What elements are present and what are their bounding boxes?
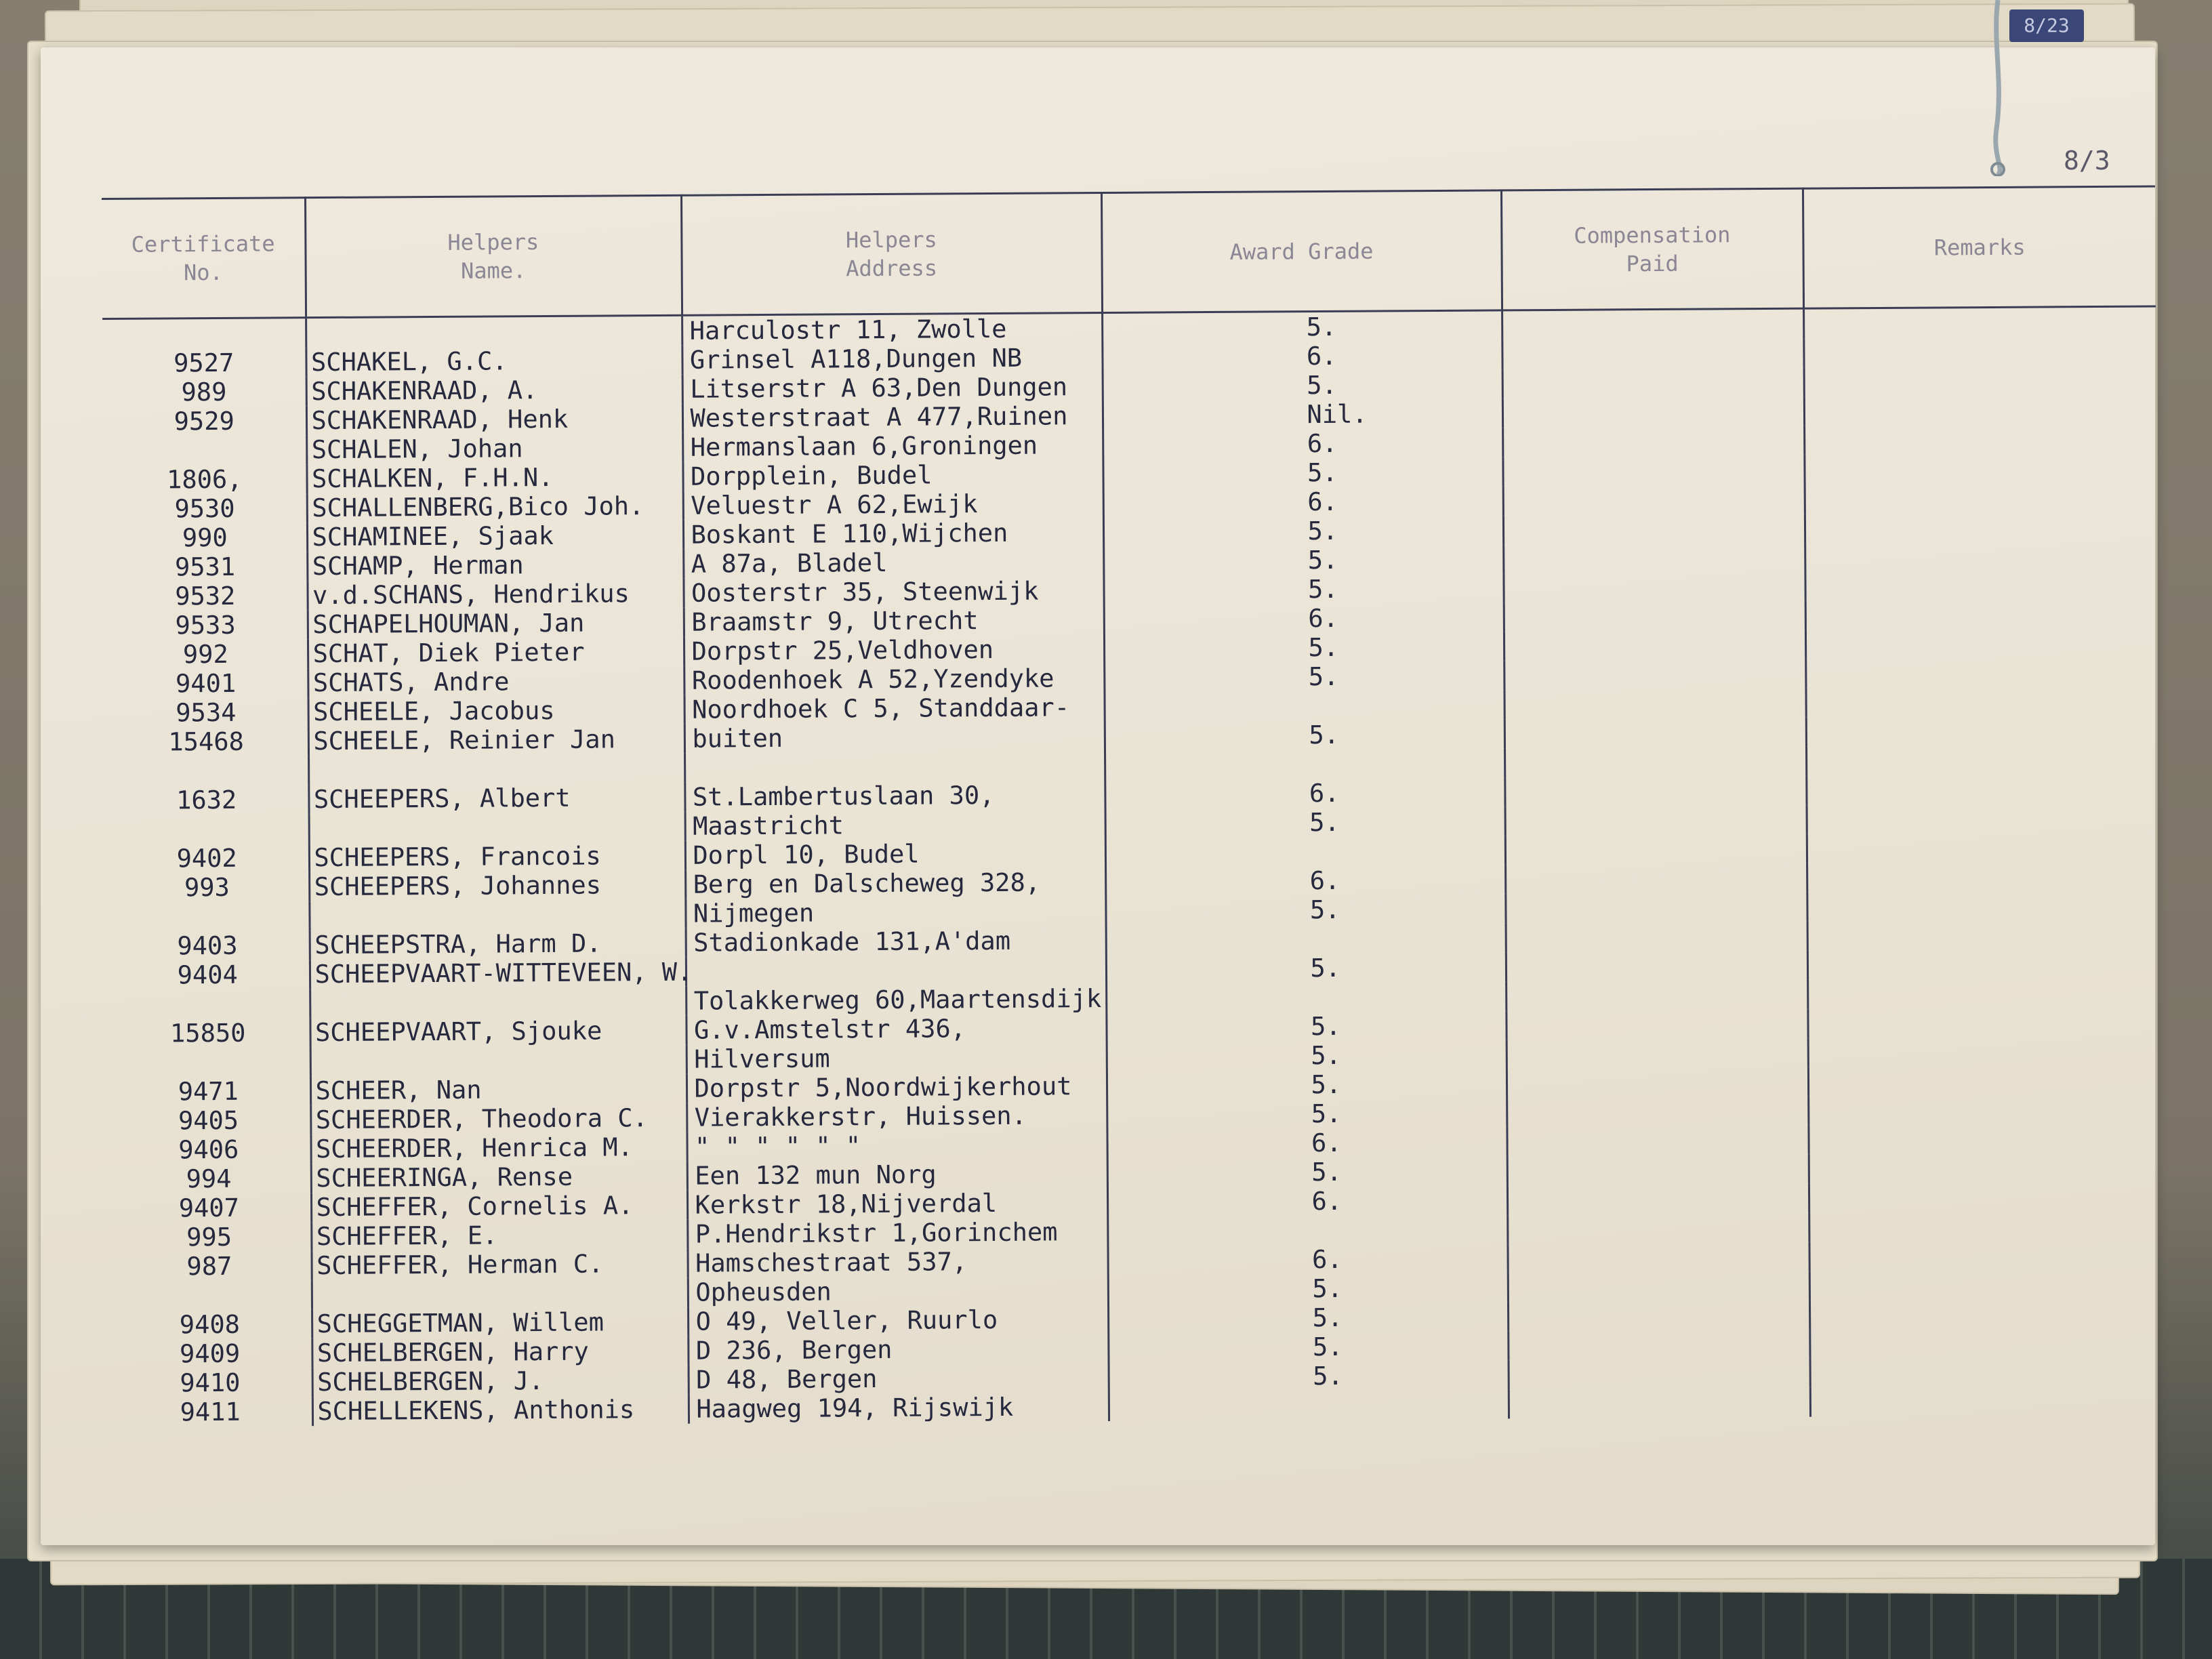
- certificate-no-cell: 990: [104, 523, 307, 553]
- helper-name-cell: SCHAKEL, G.C.: [306, 346, 682, 377]
- award-grade-cell: [1104, 690, 1504, 722]
- remarks-cell: [1807, 1006, 2160, 1038]
- helper-address-cell: Oosterstr 35, Steenwijk: [683, 576, 1103, 608]
- remarks-cell: [1809, 1298, 2162, 1329]
- award-grade-cell: 5.: [1108, 1302, 1508, 1334]
- compensation-cell: [1503, 543, 1805, 574]
- certificate-no-cell: [105, 756, 308, 786]
- header-row: [102, 186, 2156, 319]
- helper-address-cell: Stadionkade 131,A'dam: [686, 926, 1106, 958]
- compensation-cell: [1502, 397, 1804, 428]
- certificate-no-cell: 9533: [104, 610, 308, 640]
- remarks-cell: [1805, 540, 2157, 571]
- helper-name-cell: SCHALKEN, F.H.N.: [306, 462, 682, 493]
- remarks-cell: [1807, 802, 2159, 834]
- remarks-cell: [1809, 1152, 2161, 1183]
- remarks-cell: [1803, 306, 2156, 339]
- award-grade-cell: 5.: [1105, 719, 1504, 751]
- helper-address-cell: [686, 955, 1106, 987]
- award-grade-cell: [1109, 1389, 1509, 1421]
- remarks-cell: [1810, 1385, 2163, 1416]
- certificate-no-cell: [108, 1280, 312, 1311]
- helper-name-cell: SCHAKENRAAD, A.: [306, 375, 682, 406]
- helper-name-cell: SCHEEPERS, Johannes: [309, 870, 685, 901]
- helper-name-cell: SCHALLENBERG,Bico Joh.: [307, 491, 683, 523]
- helper-name-cell: SCHEERDER, Henrica M.: [310, 1132, 687, 1164]
- helpers-register-table: [102, 185, 2163, 1427]
- compensation-cell: [1508, 1330, 1809, 1361]
- award-grade-cell: 5.: [1106, 952, 1506, 984]
- compensation-cell: [1504, 747, 1806, 778]
- certificate-no-cell: 987: [108, 1251, 312, 1282]
- award-grade-cell: [1106, 981, 1506, 1013]
- certificate-no-cell: 9411: [109, 1397, 312, 1427]
- binding-string: [1990, 0, 2006, 176]
- helper-address-cell: Hilversum: [687, 1042, 1107, 1074]
- helper-name-cell: SCHEEPERS, Albert: [308, 783, 684, 814]
- helper-address-cell: Roodenhoek A 52,Yzendyke: [684, 663, 1104, 695]
- certificate-no-cell: 9407: [108, 1193, 311, 1223]
- compensation-cell: [1502, 308, 1803, 340]
- helper-address-cell: buiten: [684, 722, 1105, 754]
- compensation-cell: [1507, 1213, 1809, 1244]
- certificate-no-cell: 9405: [107, 1105, 310, 1136]
- helper-address-cell: Tolakkerweg 60,Maartensdijk: [686, 984, 1106, 1016]
- helper-address-cell: Veluestr A 62,Ewijk: [683, 489, 1103, 520]
- helper-address-cell: D 48, Bergen: [689, 1363, 1109, 1395]
- remarks-cell: [1805, 598, 2158, 630]
- helper-address-cell: Opheusden: [688, 1275, 1108, 1307]
- register-sheet: [41, 47, 2155, 1545]
- certificate-no-cell: 992: [104, 639, 308, 670]
- helper-address-cell: Boskant E 110,Wijchen: [683, 518, 1103, 550]
- award-grade-cell: 6.: [1103, 486, 1503, 518]
- award-grade-cell: [1105, 748, 1504, 780]
- compensation-cell: [1504, 630, 1805, 661]
- remarks-cell: [1808, 1065, 2160, 1096]
- helper-address-cell: Een 132 mun Norg: [687, 1159, 1107, 1191]
- remarks-cell: [1805, 628, 2158, 659]
- remarks-cell: [1808, 1123, 2160, 1154]
- helper-address-cell: A 87a, Bladel: [683, 547, 1103, 579]
- compensation-cell: [1508, 1271, 1809, 1303]
- helper-address-cell: Hamschestraat 537,: [687, 1246, 1107, 1278]
- helper-address-cell: Dorpstr 5,Noordwijkerhout: [687, 1071, 1107, 1103]
- certificate-no-cell: 9410: [109, 1368, 312, 1398]
- helper-name-cell: SCHELBERGEN, J.: [312, 1366, 689, 1397]
- remarks-cell: [1806, 773, 2158, 804]
- remarks-cell: [1803, 336, 2156, 367]
- remarks-cell: [1805, 511, 2157, 542]
- certificate-no-cell: 9527: [102, 348, 306, 378]
- certificate-no-cell: [107, 1047, 310, 1078]
- award-grade-cell: 5.: [1106, 1010, 1506, 1042]
- helper-address-cell: Nijmegen: [685, 897, 1105, 928]
- award-grade-cell: 5.: [1104, 661, 1504, 693]
- award-grade-cell: 6.: [1107, 1185, 1507, 1217]
- remarks-cell: [1809, 1181, 2161, 1212]
- compensation-cell: [1506, 922, 1807, 953]
- helper-address-cell: Kerkstr 18,Nijverdal: [687, 1188, 1107, 1220]
- compensation-cell: [1509, 1388, 1810, 1419]
- register-body: [102, 306, 2163, 1427]
- helper-address-cell: D 236, Bergen: [688, 1334, 1108, 1366]
- compensation-cell: [1507, 1038, 1808, 1069]
- certificate-no-cell: 9401: [104, 668, 308, 699]
- compensation-cell: [1502, 426, 1804, 457]
- compensation-cell: [1506, 951, 1807, 982]
- compensation-cell: [1503, 485, 1805, 516]
- compensation-cell: [1509, 1359, 1810, 1390]
- award-grade-cell: 6.: [1103, 428, 1502, 459]
- award-grade-cell: 5.: [1103, 515, 1503, 547]
- helper-name-cell: SCHEERDER, Theodora C.: [310, 1103, 687, 1134]
- helper-address-cell: Maastricht: [685, 809, 1105, 841]
- certificate-no-cell: 9471: [107, 1076, 310, 1107]
- compensation-cell: [1504, 601, 1805, 632]
- certificate-no-cell: 9402: [106, 843, 309, 874]
- helper-name-cell: SCHEER, Nan: [310, 1074, 687, 1105]
- helper-name-cell: SCHEEPSTRA, Harm D.: [310, 928, 686, 960]
- helper-name-cell: SCHAMP, Herman: [307, 550, 683, 581]
- remarks-cell: [1805, 569, 2157, 600]
- compensation-cell: [1503, 514, 1805, 545]
- certificate-no-cell: 15850: [106, 1018, 310, 1048]
- certificate-no-cell: 1632: [105, 785, 308, 815]
- helper-name-cell: [306, 315, 682, 348]
- helper-name-cell: SCHAT, Diek Pieter: [308, 637, 684, 668]
- remarks-cell: [1805, 686, 2158, 717]
- certificate-no-cell: 15468: [105, 726, 308, 757]
- remarks-cell: [1809, 1210, 2161, 1242]
- certificate-no-cell: 9406: [107, 1134, 310, 1165]
- helper-address-cell: St.Lambertuslaan 30,: [684, 780, 1105, 812]
- compensation-cell: [1507, 1097, 1808, 1128]
- award-grade-cell: 5.: [1107, 1098, 1507, 1130]
- certificate-no-cell: 9532: [104, 581, 307, 611]
- certificate-no-cell: 994: [108, 1164, 311, 1194]
- helper-address-cell: Dorpstr 25,Veldhoven: [684, 634, 1104, 666]
- compensation-cell: [1502, 455, 1804, 487]
- remarks-cell: [1804, 424, 2156, 455]
- award-grade-cell: 5.: [1109, 1360, 1509, 1392]
- compensation-cell: [1507, 1155, 1809, 1186]
- certificate-no-cell: 9529: [103, 406, 306, 436]
- award-grade-cell: Nil.: [1103, 398, 1502, 430]
- award-grade-cell: 6.: [1104, 602, 1504, 634]
- helper-address-cell: Harculostr 11, Zwolle: [682, 312, 1102, 345]
- helper-name-cell: SCHEELE, Jacobus: [308, 695, 684, 726]
- helper-address-cell: Noordhoek C 5, Standdaar-: [684, 693, 1104, 724]
- award-grade-cell: 5.: [1103, 544, 1503, 576]
- header-helpers-address: Helpers Address: [681, 192, 1102, 315]
- certificate-no-cell: 989: [103, 377, 306, 407]
- certificate-no-cell: 995: [108, 1222, 311, 1252]
- compensation-cell: [1505, 893, 1807, 924]
- helper-name-cell: SCHEFFER, Cornelis A.: [311, 1191, 687, 1222]
- certificate-no-cell: 1806,: [103, 464, 306, 495]
- remarks-cell: [1804, 365, 2156, 396]
- award-grade-cell: 5.: [1103, 457, 1502, 489]
- compensation-cell: [1505, 863, 1807, 895]
- helper-address-cell: " " " " " ": [687, 1130, 1107, 1162]
- remarks-cell: [1804, 453, 2156, 484]
- compensation-cell: [1507, 1184, 1809, 1215]
- remarks-cell: [1806, 744, 2158, 775]
- helper-name-cell: SCHEFFER, E.: [311, 1220, 687, 1251]
- certificate-no-cell: 9404: [106, 960, 310, 990]
- award-grade-cell: 6.: [1107, 1244, 1507, 1275]
- award-grade-cell: 5.: [1105, 894, 1505, 926]
- header-certificate-no: Certificate No.: [102, 198, 306, 319]
- helper-name-cell: SCHEGGETMAN, Willem: [312, 1307, 688, 1338]
- remarks-cell: [1810, 1356, 2163, 1387]
- compensation-cell: [1504, 659, 1805, 691]
- award-grade-cell: 5.: [1107, 1040, 1507, 1071]
- compensation-cell: [1507, 1126, 1808, 1157]
- certificate-no-cell: [106, 901, 309, 932]
- helper-name-cell: v.d.SCHANS, Hendrikus: [307, 579, 683, 610]
- helper-name-cell: SCHEERINGA, Rense: [311, 1162, 687, 1193]
- helper-name-cell: SCHEEPVAART-WITTEVEEN, W.: [310, 958, 686, 989]
- award-grade-cell: 5.: [1108, 1273, 1508, 1305]
- award-grade-cell: [1106, 923, 1506, 955]
- helper-name-cell: [309, 899, 685, 930]
- certificate-no-cell: 9531: [104, 552, 307, 582]
- award-grade-cell: 6.: [1105, 777, 1504, 809]
- helper-name-cell: SCHEEPVAART, Sjouke: [310, 1016, 686, 1047]
- compensation-cell: [1506, 1009, 1807, 1040]
- compensation-cell: [1507, 1242, 1809, 1273]
- helper-name-cell: SCHAMINEE, Sjaak: [307, 520, 683, 552]
- award-grade-cell: [1105, 836, 1505, 867]
- file-tab-label: 8/23: [2009, 9, 2084, 42]
- remarks-cell: [1806, 715, 2158, 746]
- award-grade-cell: 5.: [1103, 573, 1503, 605]
- compensation-cell: [1506, 980, 1807, 1011]
- helper-name-cell: SCHELLEKENS, Anthonis: [312, 1395, 689, 1426]
- award-grade-cell: [1107, 1214, 1507, 1246]
- award-grade-cell: 6.: [1105, 865, 1505, 897]
- helper-name-cell: [310, 987, 686, 1018]
- helper-address-cell: Dorpplein, Budel: [682, 459, 1103, 491]
- compensation-cell: [1505, 834, 1807, 865]
- compensation-cell: [1503, 572, 1805, 603]
- helper-name-cell: [309, 812, 685, 843]
- helper-address-cell: Hermanslaan 6,Groningen: [682, 430, 1103, 462]
- helper-name-cell: SCHAKENRAAD, Henk: [306, 404, 682, 435]
- compensation-cell: [1505, 805, 1807, 836]
- helper-name-cell: [308, 754, 684, 785]
- helper-address-cell: Westerstraat A 477,Ruinen: [682, 401, 1103, 433]
- helper-address-cell: O 49, Veller, Ruurlo: [688, 1305, 1108, 1336]
- helper-address-cell: Berg en Dalscheweg 328,: [685, 867, 1105, 899]
- remarks-cell: [1804, 394, 2156, 426]
- award-grade-cell: 6.: [1102, 340, 1502, 372]
- certificate-no-cell: 9534: [105, 697, 308, 728]
- certificate-no-cell: 9403: [106, 930, 310, 961]
- helper-address-cell: Vierakkerstr, Huissen.: [687, 1101, 1107, 1132]
- certificate-no-cell: [102, 318, 306, 349]
- remarks-cell: [1805, 657, 2158, 688]
- remarks-cell: [1807, 948, 2160, 979]
- helper-address-cell: [684, 751, 1105, 783]
- helper-name-cell: SCHATS, Andre: [308, 666, 684, 697]
- helper-address-cell: Litserstr A 63,Den Dungen: [682, 372, 1103, 404]
- header-helpers-name: Helpers Name.: [305, 195, 682, 317]
- award-grade-cell: 6.: [1107, 1127, 1507, 1159]
- certificate-no-cell: [106, 814, 309, 844]
- header-compensation-paid: Compensation Paid: [1501, 188, 1803, 310]
- remarks-cell: [1809, 1327, 2162, 1358]
- compensation-cell: [1504, 718, 1806, 749]
- award-grade-cell: 5.: [1103, 369, 1502, 401]
- helper-name-cell: [310, 1045, 687, 1076]
- compensation-cell: [1502, 368, 1804, 399]
- certificate-no-cell: 9408: [108, 1309, 312, 1340]
- compensation-cell: [1502, 339, 1803, 370]
- remarks-cell: [1807, 861, 2159, 892]
- compensation-cell: [1504, 689, 1805, 720]
- remarks-cell: [1807, 832, 2159, 863]
- award-grade-cell: 5.: [1102, 310, 1502, 343]
- certificate-no-cell: [106, 989, 310, 1019]
- certificate-no-cell: 9530: [104, 493, 307, 524]
- remarks-cell: [1807, 977, 2160, 1008]
- helpers-register-table-wrap: [102, 185, 2163, 1444]
- helper-address-cell: Haagweg 194, Rijswijk: [689, 1392, 1109, 1424]
- helper-name-cell: SCHEELE, Reinier Jan: [308, 724, 684, 756]
- certificate-no-cell: 9409: [108, 1338, 312, 1369]
- helper-name-cell: SCHAPELHOUMAN, Jan: [308, 608, 684, 639]
- helper-name-cell: SCHALEN, Johan: [306, 433, 682, 464]
- award-grade-cell: 5.: [1108, 1331, 1508, 1363]
- award-grade-cell: 5.: [1105, 806, 1505, 838]
- compensation-cell: [1508, 1300, 1809, 1332]
- page-reference: 8/3: [2064, 146, 2110, 176]
- helper-name-cell: SCHEFFER, Herman C.: [311, 1249, 687, 1280]
- compensation-cell: [1507, 1067, 1808, 1099]
- header-award-grade: Award Grade: [1101, 190, 1502, 313]
- header-remarks: Remarks: [1803, 186, 2156, 308]
- remarks-cell: [1809, 1269, 2162, 1300]
- helper-address-cell: G.v.Amstelstr 436,: [686, 1013, 1106, 1045]
- compensation-cell: [1504, 776, 1806, 807]
- helper-address-cell: P.Hendrikstr 1,Gorinchem: [687, 1217, 1107, 1249]
- helper-name-cell: SCHEEPERS, Francois: [309, 841, 685, 872]
- remarks-cell: [1809, 1240, 2161, 1271]
- helper-name-cell: [312, 1278, 688, 1309]
- certificate-no-cell: [103, 435, 306, 466]
- remarks-cell: [1808, 1094, 2160, 1125]
- helper-name-cell: SCHELBERGEN, Harry: [312, 1336, 688, 1368]
- helper-address-cell: Dorpl 10, Budel: [685, 838, 1105, 870]
- award-grade-cell: 5.: [1107, 1156, 1507, 1188]
- remarks-cell: [1807, 919, 2160, 950]
- remarks-cell: [1807, 890, 2159, 921]
- certificate-no-cell: 993: [106, 872, 309, 903]
- remarks-cell: [1808, 1036, 2160, 1067]
- helper-address-cell: Grinsel A118,Dungen NB: [682, 343, 1102, 375]
- award-grade-cell: 5.: [1107, 1069, 1507, 1101]
- remarks-cell: [1805, 482, 2157, 513]
- helper-address-cell: Braamstr 9, Utrecht: [684, 605, 1104, 637]
- award-grade-cell: 5.: [1104, 632, 1504, 663]
